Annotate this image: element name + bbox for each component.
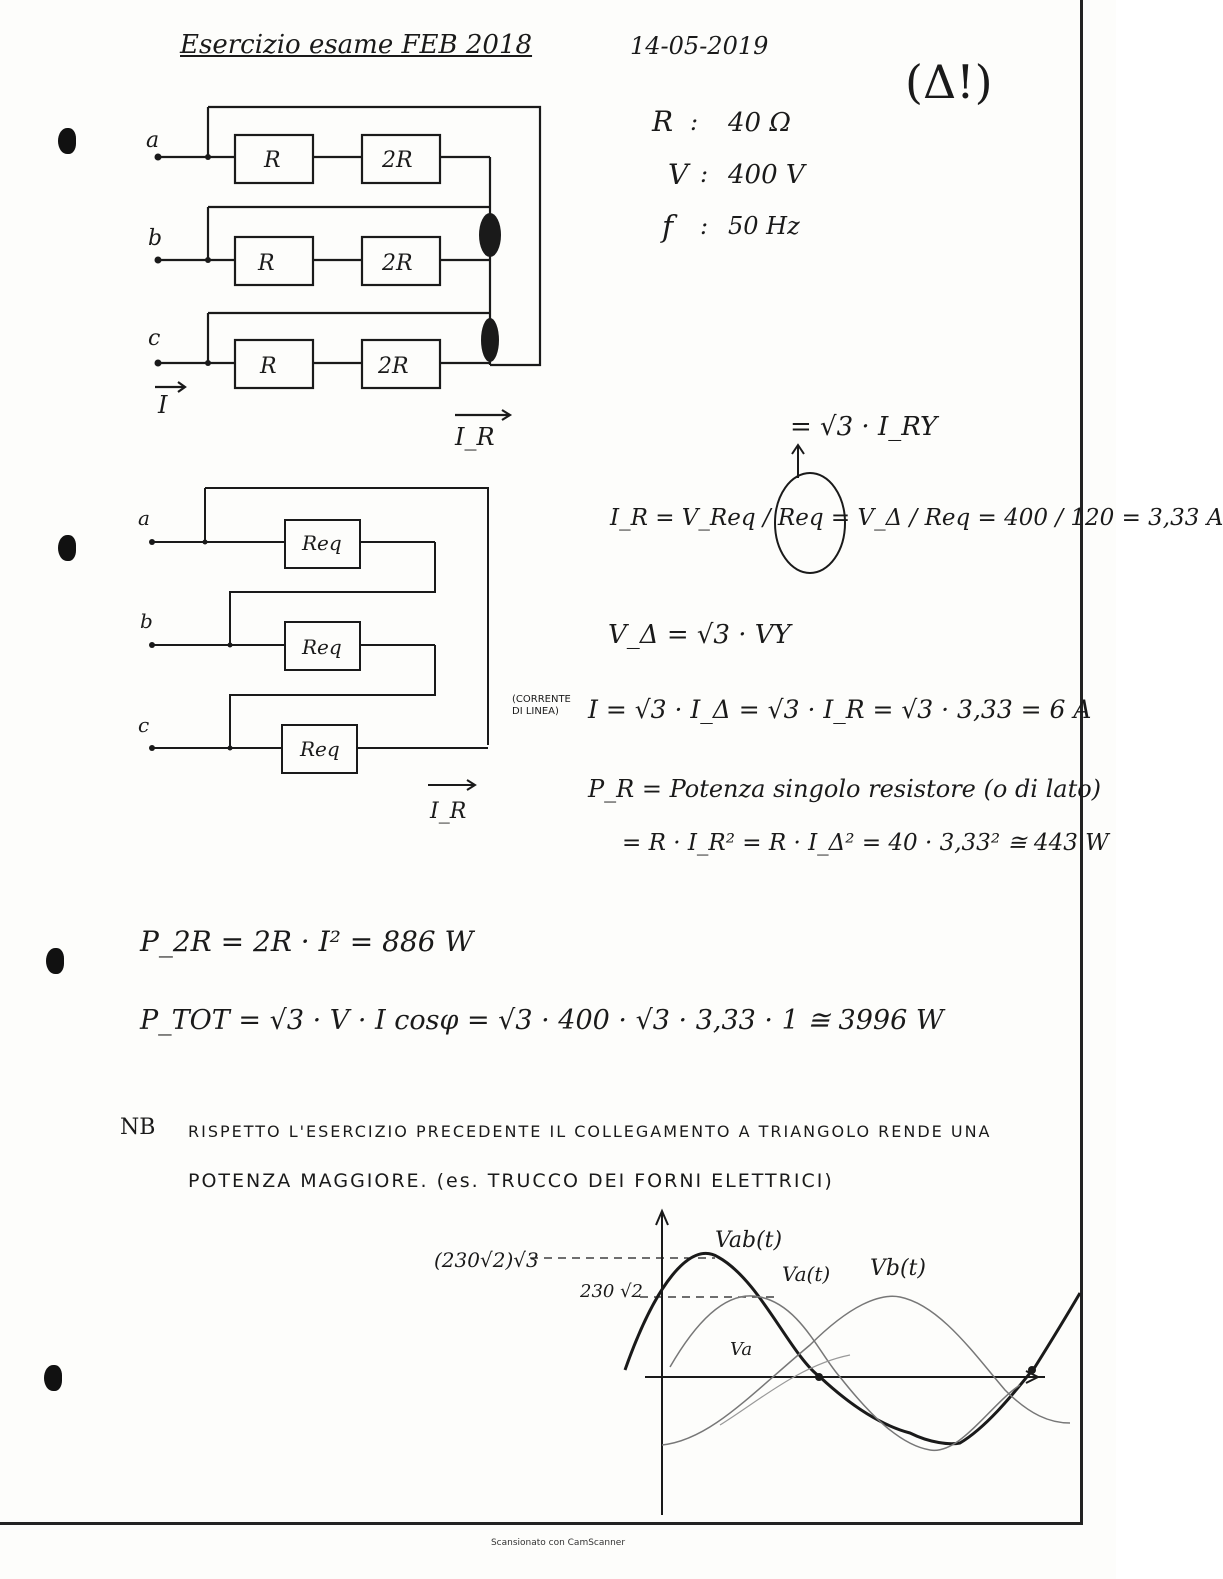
page-title: Esercizio esame FEB 2018 [180, 30, 533, 60]
current-ir-label: I_R [455, 423, 495, 451]
eq-top-relation: = √3 · I_RY [790, 412, 938, 442]
current-ir2-label: I_R [430, 799, 467, 824]
given-v-symbol: V [668, 158, 689, 191]
waveform-plot [430, 1205, 1080, 1520]
curve-label-inner: Va [730, 1339, 753, 1360]
eq-vdelta: V_Δ = √3 · VY [608, 620, 791, 650]
resistor-2r-row2: 2R [382, 251, 413, 276]
req-box-1: Req [302, 531, 342, 555]
plot-label-vab-peak: (230√2)√3 [434, 1248, 539, 1272]
given-f-symbol: f [662, 210, 674, 245]
resistor-2r-row3: 2R [378, 354, 409, 379]
node-a-label: a [146, 128, 160, 153]
binder-hole [58, 128, 76, 154]
plot-label-va-peak: 230 √2 [580, 1281, 643, 1302]
note-line-1: RISPETTO L'ESERCIZIO PRECEDENTE IL COLLEGAMENTO A TRIANGOLO RENDE UNA [188, 1122, 992, 1141]
eq-line-current: I = √3 · I_Δ = √3 · I_R = √3 · 3,33 = 6 A [588, 695, 1092, 724]
node-c2-label: c [138, 713, 150, 737]
eq-p2r: P_2R = 2R · I² = 886 W [140, 925, 474, 958]
eq-pr-value: = R · I_R² = R · I_Δ² = 40 · 3,33² ≅ 443 W [622, 830, 1109, 856]
curve-label-va: Va(t) [782, 1262, 831, 1286]
scanner-footer: Scansionato con CamScanner [490, 1538, 626, 1548]
given-r-symbol: R [652, 105, 674, 138]
given-v-sep: : [700, 160, 709, 188]
req-box-2: Req [302, 635, 342, 659]
node-b2-label: b [140, 609, 153, 633]
node-b-label: b [148, 226, 163, 251]
note-line-2: POTENZA MAGGIORE. (es. TRUCCO DEI FORNI ELETTRICI) [188, 1170, 834, 1192]
resistor-r-row3: R [260, 354, 277, 379]
eq-pr-definition: P_R = Potenza singolo resistore (o di lato) [588, 775, 1102, 803]
page-date: 14-05-2019 [630, 32, 769, 60]
circuit-2-diagram [130, 480, 510, 840]
given-r-value: 40 Ω [728, 108, 791, 138]
eq-ptot: P_TOT = √3 · V · I cosφ = √3 · 400 · √3 · 3,33 · 1 ≅ 3996 W [140, 1005, 944, 1036]
req-box-3: Req [300, 737, 340, 761]
binder-hole [58, 535, 76, 561]
page-edge-right [1080, 0, 1083, 1525]
circuit-1-diagram [130, 95, 560, 465]
resistor-2r-row1: 2R [382, 148, 413, 173]
curve-label-vab: Vab(t) [715, 1228, 783, 1253]
current-i-label: I [158, 391, 168, 419]
resistor-r-row1: R [264, 148, 281, 173]
delta-badge: (Δ!) [905, 55, 993, 109]
eq-line-current-label: (CORRENTE DI LINEA) [512, 694, 571, 717]
given-f-value: 50 Hz [728, 212, 800, 240]
eq-ir: I_R = V_Req / Req = V_Δ / Req = 400 / 120 = 3,33 A [610, 505, 1223, 531]
binder-hole [46, 948, 64, 974]
given-r-sep: : [690, 108, 699, 136]
page-edge-bottom [0, 1522, 1083, 1525]
given-v-value: 400 V [728, 160, 805, 190]
node-a2-label: a [138, 506, 150, 530]
given-f-sep: : [700, 212, 709, 240]
note-label: NB [120, 1115, 156, 1140]
curve-label-vb: Vb(t) [870, 1256, 926, 1281]
resistor-r-row2: R [258, 251, 275, 276]
binder-hole [44, 1365, 62, 1391]
node-c-label: c [148, 326, 161, 351]
